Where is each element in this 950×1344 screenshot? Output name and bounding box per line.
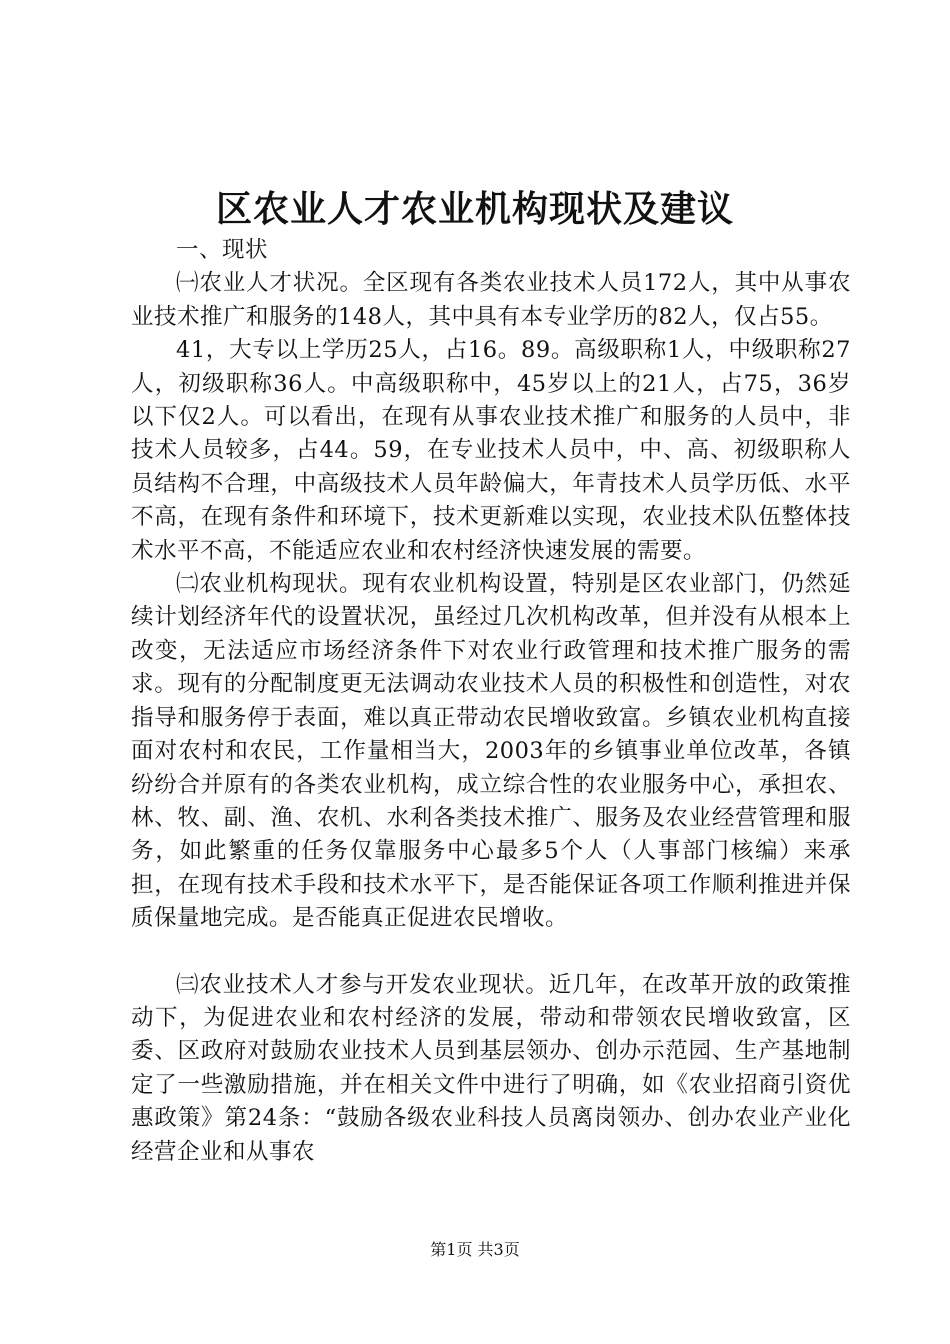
paragraph-institution-status: ㈡农业机构现状。现有农业机构设置，特别是区农业部门，仍然延续计划经济年代的设置状况，虽经过几次机构改革，但并没有从根本上改变，无法适应市场经济条件下对农业行政管理和技术推广服务的需求。现有的分配制度更无法调动农业技术人员的积极性和创造性，对农指导和服务停于表面，难以真正带动农民增收致富。乡镇农业机构直接面对农村和农民，工作量相当大，2003年的乡镇事业单位改革，各镇纷纷合并原有的各类农业机构，成立综合性的农业服务中心，承担农、林、牧、副、渔、农机、水利各类技术推广、服务及农业经营管理和服务，如此繁重的任务仅靠服务中心最多5个人（人事部门核编）来承担，在现有技术手段和技术水平下，是否能保证各项工作顺利推进并保质保量地完成。是否能真正促进农民增收。 [131, 571, 851, 932]
paragraph-talent-status: ㈠农业人才状况。全区现有各类农业技术人员172人，其中从事农业技术推广和服务的148人，其中具有本专业学历的82人，仅占55。 [131, 270, 851, 330]
document-title: 区农业人才农业机构现状及建议 [215, 188, 734, 230]
paragraph-talent-development: ㈢农业技术人才参与开发农业现状。近几年，在改革开放的政策推动下，为促进农业和农村经济的发展，带动和带领农民增收致富，区委、区政府对鼓励农业技术人员到基层领办、创办示范园、生产基地制定了一些激励措施，并在相关文件中进行了明确，如《农业招商引资优惠政策》第24条：“鼓励各级农业科技人员离岗领办、创办农业产业化经营企业和从事农 [131, 971, 851, 1165]
section-heading: 一、现状 [176, 237, 269, 263]
paragraph-talent-details: 41，大专以上学历25人，占16。89。高级职称1人，中级职称27人，初级职称36人。中高级职称中，45岁以上的21人，占75，36岁以下仅2人。可以看出，在现有从事农业技术推广和服务的人员中，非技术人员较多，占44。59，在专业技术人员中，中、高、初级职称人员结构不合理，中高级技术人员年龄偏大，年青技术人员学历低、水平不高，在现有条件和环境下，技术更新难以实现，农业技术队伍整体技术水平不高，不能适应农业和农村经济快速发展的需要。 [131, 337, 851, 564]
page-footer: 第1页 共3页 [430, 1240, 520, 1259]
document-body [131, 234, 851, 1169]
